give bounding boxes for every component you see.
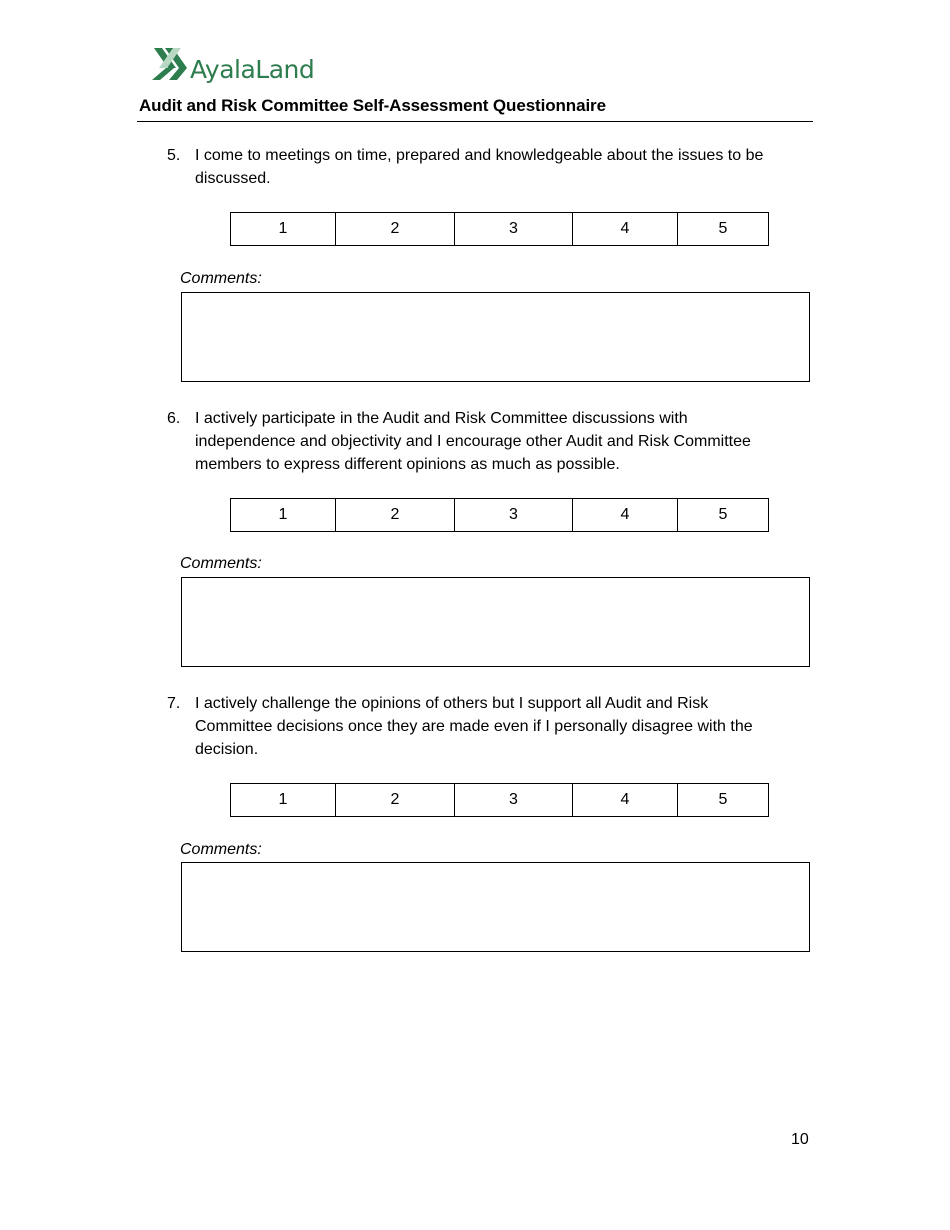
page-title: Audit and Risk Committee Self-Assessment Questionnaire (139, 96, 606, 115)
question-line: decision. (195, 741, 259, 758)
rating-option-5[interactable]: 5 (678, 213, 769, 246)
question-line: members to express different opinions as much as possible. (195, 456, 620, 473)
rating-option-2[interactable]: 2 (336, 784, 455, 817)
rating-option-4[interactable]: 4 (573, 784, 678, 817)
question-number: 6. (167, 410, 181, 427)
rating-option-4[interactable]: 4 (573, 499, 678, 532)
rating-scale (230, 498, 769, 532)
question-line: I come to meetings on time, prepared and knowledgeable about the issues to be (195, 147, 764, 164)
logo-text: AyalaLand (190, 55, 315, 84)
rating-option-5[interactable]: 5 (678, 499, 769, 532)
question-text (195, 144, 815, 190)
rating-scale (230, 212, 769, 246)
rating-scale (230, 783, 769, 817)
comments-label: Comments: (180, 555, 262, 572)
rating-option-1[interactable]: 1 (231, 784, 336, 817)
question-line: independence and objectivity and I encourage other Audit and Risk Committee (195, 433, 751, 450)
header-divider (137, 121, 813, 122)
rating-option-5[interactable]: 5 (678, 784, 769, 817)
ayala-land-mark-icon (152, 48, 187, 80)
question-number: 7. (167, 695, 181, 712)
question-text (195, 407, 815, 476)
ayala-land-logo (143, 40, 343, 92)
rating-option-3[interactable]: 3 (455, 784, 573, 817)
comments-label: Comments: (180, 841, 262, 858)
rating-option-2[interactable]: 2 (336, 213, 455, 246)
question-number: 5. (167, 147, 181, 164)
comments-label: Comments: (180, 270, 262, 287)
rating-option-1[interactable]: 1 (231, 499, 336, 532)
question-line: discussed. (195, 170, 271, 187)
rating-option-1[interactable]: 1 (231, 213, 336, 246)
page-number: 10 (791, 1131, 809, 1148)
question-line: Committee decisions once they are made even if I personally disagree with the (195, 718, 753, 735)
comments-box[interactable] (181, 292, 810, 382)
rating-option-3[interactable]: 3 (455, 213, 573, 246)
comments-box[interactable] (181, 577, 810, 667)
comments-box[interactable] (181, 862, 810, 952)
question-text (195, 692, 815, 761)
question-line: I actively challenge the opinions of others but I support all Audit and Risk (195, 695, 709, 712)
rating-option-2[interactable]: 2 (336, 499, 455, 532)
question-line: I actively participate in the Audit and Risk Committee discussions with (195, 410, 688, 427)
rating-option-3[interactable]: 3 (455, 499, 573, 532)
rating-option-4[interactable]: 4 (573, 213, 678, 246)
